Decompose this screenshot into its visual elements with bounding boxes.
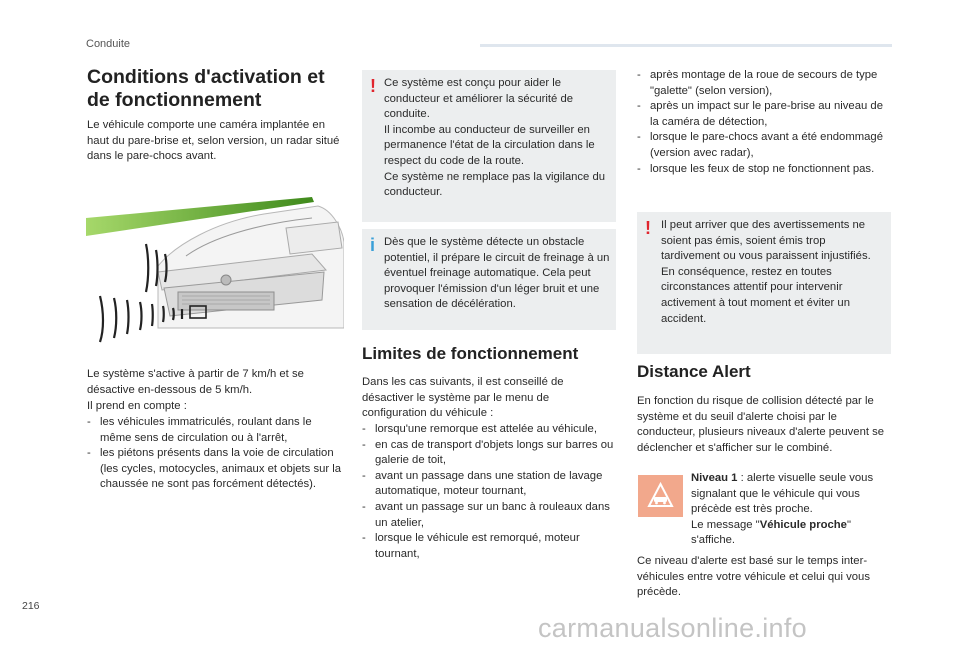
intro-text: Le véhicule comporte une caméra implantée en haut du pare-brise et, selon version, un radar situé dans le pare-chocs avant. — [87, 119, 340, 163]
limits-list-continued — [637, 68, 891, 177]
limits-heading: Limites de fonctionnement — [362, 344, 579, 363]
warning-box-2 — [637, 212, 891, 354]
list-item: - en cas de transport d'objets longs sur barres ou galerie de toit, — [362, 438, 614, 467]
list-item: - lorsque le pare-chocs avant a été endommagé (version avec radar), — [637, 131, 883, 159]
activation-text: Le système s'active à partir de 7 km/h et se désactive en-dessous de 5 km/h. — [87, 368, 304, 396]
warning-box-1 — [362, 70, 616, 222]
info-box — [362, 229, 616, 330]
distance-alert-heading: Distance Alert — [637, 362, 751, 381]
list-item: - les piétons présents dans la voie de circulation (les cycles, motocycles, animaux et objets sur la chaussée ne sont pas forcément détectés). — [87, 447, 342, 491]
limits-intro: Dans les cas suivants, il est conseillé de désactiver le système par le menu de configuration du véhicule : — [362, 376, 564, 420]
level1-label: Niveau 1 — [691, 472, 738, 484]
prend-text: Il prend en compte : — [87, 400, 187, 412]
list-item: - avant un passage sur un banc à rouleaux dans un atelier, — [362, 500, 610, 529]
section-header: Conduite — [86, 38, 131, 50]
detected-list — [87, 415, 345, 493]
watermark: carmanualsonline.info — [538, 613, 807, 643]
level1-text: Niveau 1 : alerte visuelle seule vous signalant que le véhicule qui vous précède est très proche. Le message "Véhicule proche" s'affiche. — [691, 472, 874, 547]
warning-icon: ! — [645, 218, 651, 238]
page-number: 216 — [22, 600, 40, 612]
list-item: - lorsque le véhicule est remorqué, moteur tournant, — [362, 532, 580, 560]
info-icon: i — [370, 235, 376, 255]
list-item: - avant un passage dans une station de lavage automatique, moteur tournant, — [362, 469, 603, 498]
list-item: - lorsque les feux de stop ne fonctionnent pas. — [637, 162, 875, 175]
limits-list — [362, 422, 616, 562]
warning-icon: ! — [370, 76, 376, 96]
list-item: - lorsqu'une remorque est attelée au véhicule, — [362, 423, 597, 435]
level1-message: Véhicule proche — [759, 518, 847, 531]
warning-text-1: Ce système est conçu pour aider le conducteur et améliorer la sécurité de conduite. Il incombe au conducteur de surveiller en permanence l'état de la circulation dans le respect du code de la route. Ce système ne remplace pas la vigilance du conducteur. — [384, 77, 606, 199]
level1-alert-icon — [638, 475, 683, 517]
alert-basis-text: Ce niveau d'alerte est basé sur le temps inter-véhicules entre votre véhicule et celui qui vous précède. — [637, 555, 870, 599]
header-bar — [480, 44, 892, 47]
page-title: Conditions d'activation et de fonctionnement — [87, 66, 325, 111]
car-camera-illustration — [86, 188, 344, 348]
distance-intro: En fonction du risque de collision détecté par le système et du seuil d'alerte choisi par le conducteur, plusieurs niveaux d'alerte peuvent se déclencher et s'afficher sur le combiné. — [637, 395, 885, 454]
car-warning-icon — [638, 475, 683, 517]
info-text: Dès que le système détecte un obstacle potentiel, il prépare le circuit de freinage à un éventuel freinage automatique. Cela peut provoquer l'émission d'un léger bruit et une sensation de décélération. — [384, 236, 610, 311]
list-item: - après montage de la roue de secours de type "galette" (selon version), — [637, 69, 878, 97]
list-item: - les véhicules immatriculés, roulant dans le même sens de circulation ou à l'arrêt, — [87, 416, 312, 444]
list-item: - après un impact sur le pare-brise au niveau de la caméra de détection, — [637, 100, 883, 128]
warning-text-2: Il peut arriver que des avertissements ne soient pas émis, soient émis trop tardivement ou vous paraissent injustifiés. En conséquence, restez en toutes circonstances attentif pour intervenir activement à tout moment et éviter un accident. — [661, 219, 871, 325]
radar-wave — [100, 296, 103, 342]
